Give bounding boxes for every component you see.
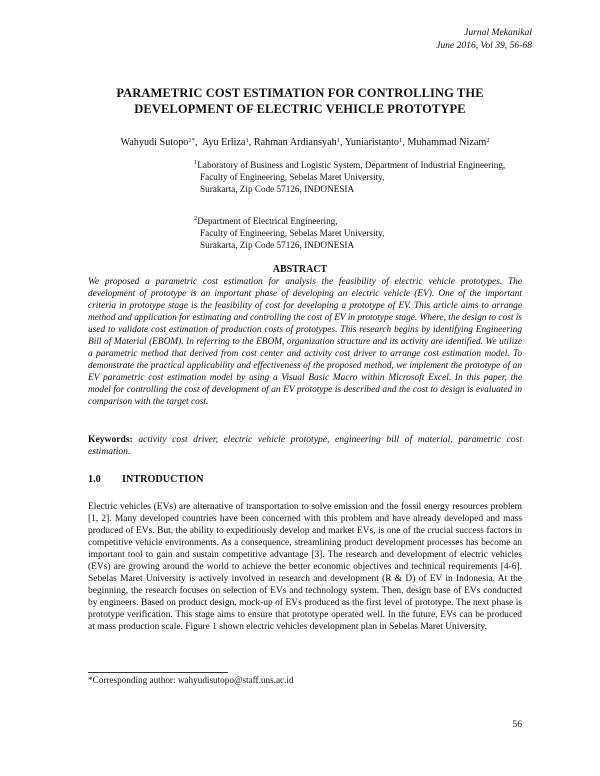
author-list: Wahyudi Sutopo$^{1*}$, Ayu Erliza$^1$, Rahman Ardiansyah$^1$, Yuniaristanto$^1$, Muhammad Nizam$^2$ — [120, 137, 490, 148]
affiliation-line: Faculty of Engineering, Sebelas Maret University, — [200, 172, 385, 182]
journal-name: Jurnal Mekanikal — [464, 27, 532, 38]
abstract-text: We proposed a parametric cost estimation for analysis the feasibility of electric vehicle prototypes. The development of prototype is an important phase of developing an electric vehicle (EV). One of the important criteria in prototype stage is the feasibility of cost for developing a prototype of EV. This article aims to arrange method and application for estimating and controlling the cost of EV in prototype stage. Where, the design to cost is used to validate cost estimation of production costs of prototypes. This research begins by identifying Engineering Bill of Material (EBOM). In referring to the EBOM, organization structure and its activity are identified. We utilize a parametric method that derived from cost center and activity cost driver to arrange cost estimation model. To demonstrate the practical applicability and effectiveness of the proposed method, we implement the prototype of an EV parametric cost estimation model by using a Visual Basic Macro within Microsoft Excel. In this paper, the model for controlling the cost of development of an EV prototype is described and the cost to design is evaluated in comparison with the target cost. — [88, 277, 523, 408]
affiliation-1 — [194, 159, 530, 195]
keywords-text: activity cost driver, electric vehicle prototype, engineering bill of material, parametric cost estimation. — [88, 434, 522, 458]
affiliation-2 — [194, 215, 530, 251]
author-affiliation-mark: 1 — [399, 137, 403, 144]
section-number: 1.0 — [88, 474, 101, 485]
keywords-label: Keywords: — [88, 434, 133, 445]
author-affiliation-mark: 1* — [188, 137, 195, 144]
body-paragraph: Electric vehicles (EVs) are alternative of transportation to solve emission and the fossil energy resources problem [1, 2]. Many developed countries have been concerned with this problem and have already developed and mass produced of EVs. But, the ability to expeditiously develop and market EVs, is one of the crucial success factors in competitive vehicle environments. As a consequence, streamlining product development processes has become an important tool to gain and sustain competitive advantage [3]. The research and development of electric vehicles (EVs) are growing around the world to achieve the better economic objectives and technical requirements [4-6]. Sebelas Maret University is actively involved in research and development (R & D) of EV in Indonesia. At the beginning, the research focuses on selection of EVs and technology system. Then, design base of EVs conducted by engineers. Based on product design, mock-up of EVs produced as the first level of prototype. The next phase is prototype verification. This stage aims to ensure that prototype operated well. In the future, EVs can be produced at mass production scale. Figure 1 shown electric vehicles development plan in Sebelas Maret University. — [88, 502, 522, 633]
affiliation-line: Surakarta, Zip Code 57126, INDONESIA — [200, 240, 355, 250]
author-name: Rahman Ardiansyah — [253, 137, 337, 148]
journal-issue: June 2016, Vol 39, 56-68 — [436, 39, 532, 51]
footnote-divider — [88, 672, 228, 673]
author-affiliation-mark: 2 — [486, 137, 490, 144]
paper-title — [40, 86, 560, 117]
affiliation-line: Surakarta, Zip Code 57126, INDONESIA — [200, 184, 355, 194]
author-name: Yuniaristanto — [344, 137, 400, 148]
author-affiliation-mark: 1 — [336, 137, 340, 144]
author-name: Wahyudi Sutopo — [120, 137, 189, 148]
journal-header — [436, 27, 532, 52]
title-line-1: PARAMETRIC COST ESTIMATION FOR CONTROLLING THE — [116, 86, 484, 100]
affiliation-mark: 2 — [194, 215, 198, 222]
section-title: INTRODUCTION — [122, 474, 204, 485]
footnote: *Corresponding author: wahyudisutopo@staff.uns.ac.id — [88, 675, 294, 685]
affiliation-line: Laboratory of Business and Logistic System, Department of Industrial Engineering, — [197, 160, 506, 170]
affiliation-line: Department of Electrical Engineering, — [197, 216, 338, 226]
author-affiliation-mark: 1 — [245, 137, 249, 144]
keywords — [88, 434, 522, 459]
author-name: Ayu Erliza — [201, 137, 246, 148]
abstract-heading: ABSTRACT — [272, 264, 328, 275]
page-number: 56 — [512, 719, 522, 730]
author-name: Muhammad Nizam — [407, 137, 487, 148]
section-heading — [88, 474, 204, 485]
affiliation-line: Faculty of Engineering, Sebelas Maret University, — [200, 228, 385, 238]
title-line-2: DEVELOPMENT OF ELECTRIC VEHICLE PROTOTYPE — [134, 101, 466, 116]
affiliation-mark: 1 — [194, 159, 198, 166]
